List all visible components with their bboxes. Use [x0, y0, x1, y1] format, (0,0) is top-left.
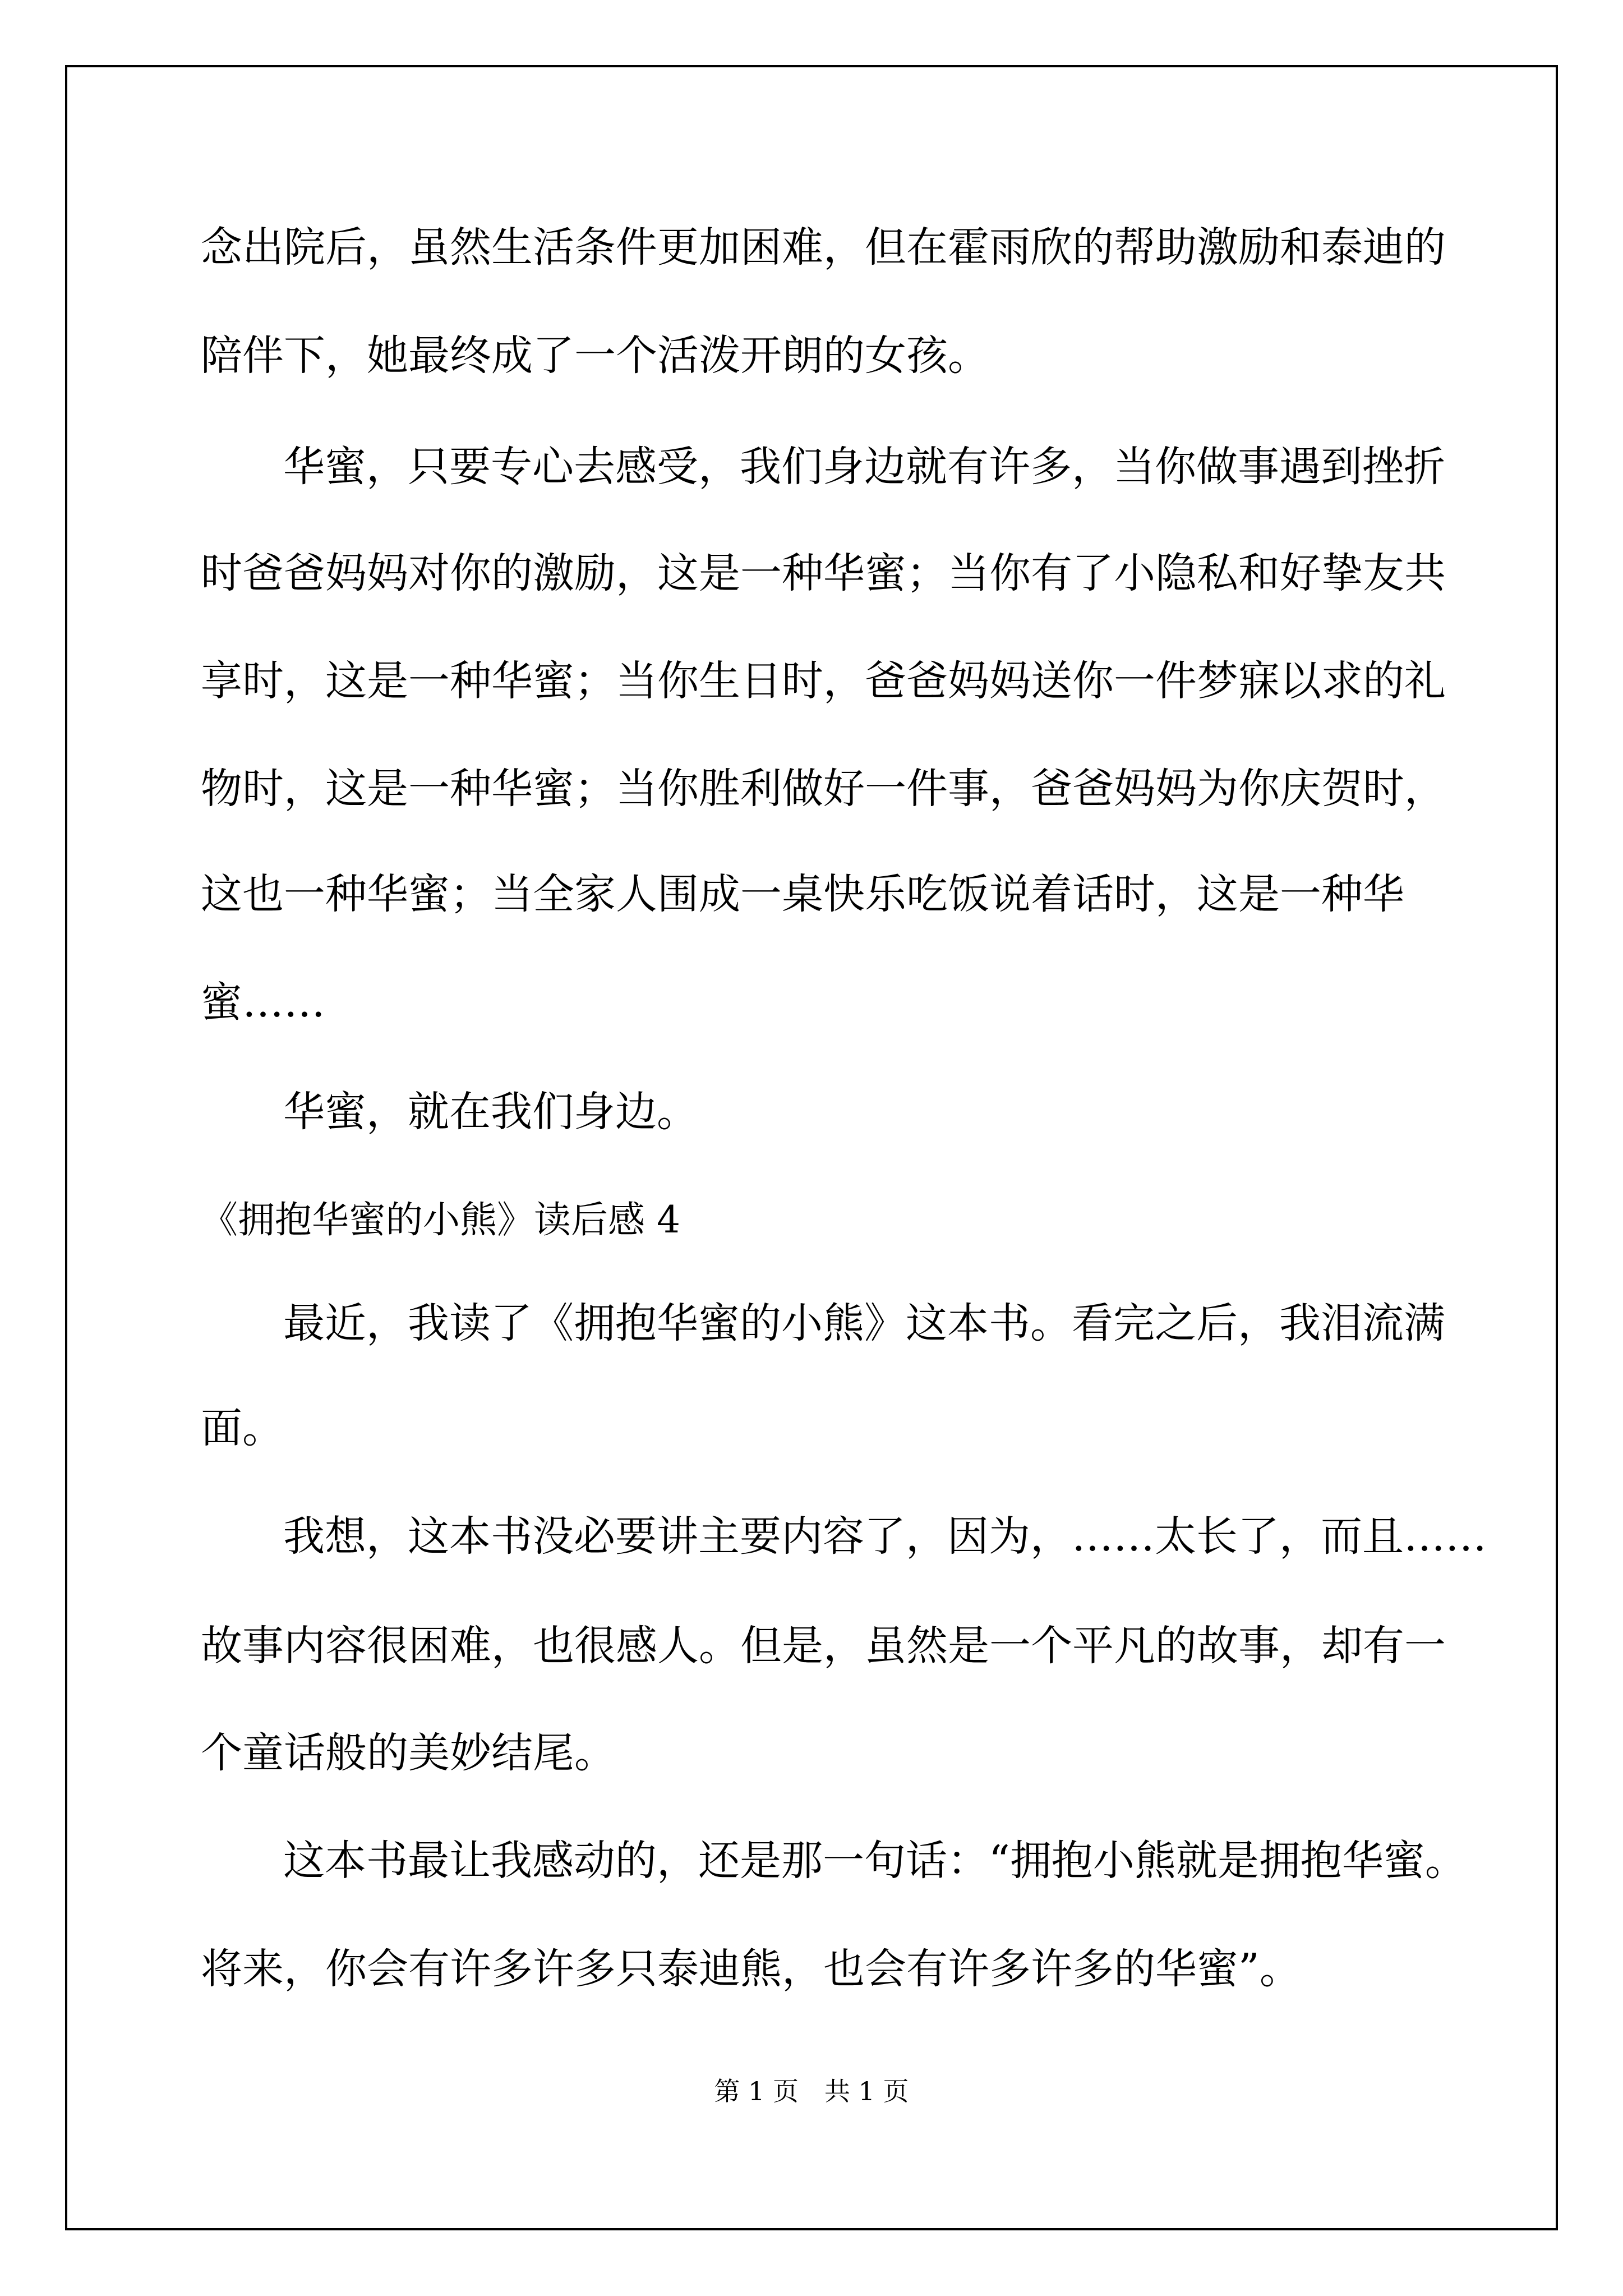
section-heading: 《拥抱华蜜的小熊》读后感 4	[201, 1198, 680, 1241]
paragraph-line: 时爸爸妈妈对你的激励，这是一种华蜜；当你有了小隐私和好挚友共	[201, 549, 1446, 597]
paragraph-line: 个童话般的美妙结尾。	[201, 1729, 616, 1777]
paragraph-line: 蜜……	[201, 978, 325, 1027]
paragraph-line: 念出院后，虽然生活条件更加困难，但在霍雨欣的帮助激励和泰迪的	[201, 223, 1446, 272]
paragraph-line: 我想，这本书没必要讲主要内容了，因为，……太长了，而且……	[283, 1512, 1487, 1561]
page-border	[65, 65, 1558, 2230]
paragraph-line: 最近，我读了《拥抱华蜜的小熊》这本书。看完之后，我泪流满	[283, 1299, 1445, 1347]
page-footer: 第 1 页 共 1 页	[714, 2076, 909, 2106]
paragraph-line: 面。	[201, 1404, 284, 1452]
paragraph-line: 华蜜，就在我们身边。	[283, 1088, 698, 1136]
paragraph-line: 华蜜，只要专心去感受，我们身边就有许多，当你做事遇到挫折	[283, 443, 1445, 491]
paragraph-line: 这本书最让我感动的，还是那一句话：“拥抱小熊就是拥抱华蜜。	[283, 1837, 1467, 1885]
paragraph-line: 这也一种华蜜；当全家人围成一桌快乐吃饭说着话时，这是一种华	[201, 870, 1404, 918]
paragraph-line: 物时，这是一种华蜜；当你胜利做好一件事，爸爸妈妈为你庆贺时，	[201, 765, 1446, 813]
paragraph-line: 故事内容很困难，也很感人。但是，虽然是一个平凡的故事，却有一	[201, 1622, 1446, 1670]
paragraph-line: 陪伴下，她最终成了一个活泼开朗的女孩。	[201, 332, 989, 380]
paragraph-line: 将来，你会有许多许多只泰迪熊，也会有许多许多的华蜜”。	[201, 1945, 1301, 1993]
paragraph-line: 享时，这是一种华蜜；当你生日时，爸爸妈妈送你一件梦寐以求的礼	[201, 657, 1446, 705]
